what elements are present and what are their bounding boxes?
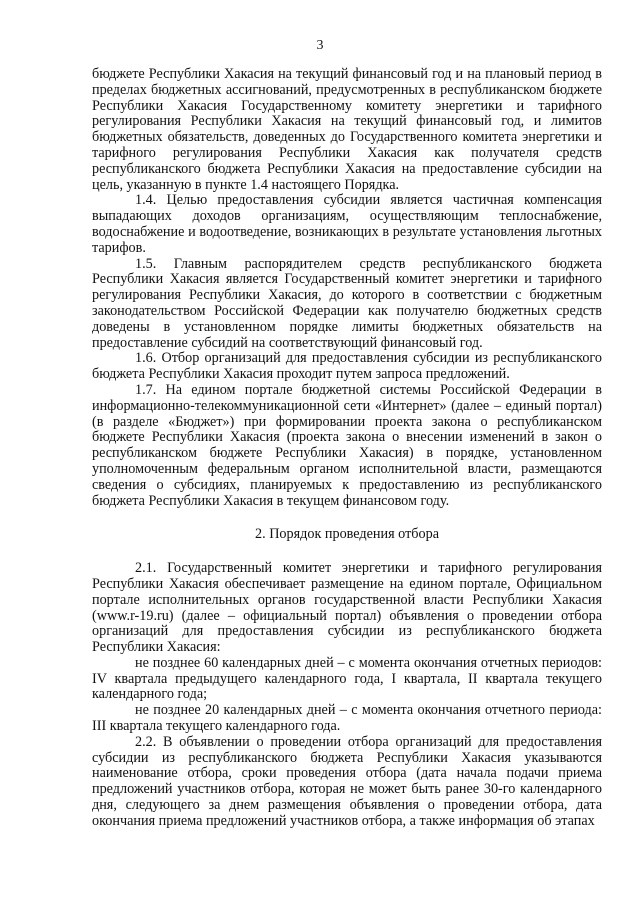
paragraph-1-7: 1.7. На едином портале бюджетной системы Российской Федерации в информационно-телекоммуникационной сети «Интернет» (далее – единый портал) (в разделе «Бюджет») при формировании проекта закона о республиканском бюджете Республики Хакасия (проекта закона о внесении изменений в закон о республиканском бюджете Республики Хакасия) в порядке, установленном уполномоченным федеральным органом исполнительной власти, размещаются сведения о субсидиях, планируемых к предоставлению из республиканского бюджета Республики Хакасия в текущем финансовом году. [92, 381, 602, 509]
paragraph-1-6: 1.6. Отбор организаций для предоставления субсидии из республиканского бюджета Республики Хакасия проходит путем запроса предложений. [92, 350, 602, 383]
document-body [92, 67, 602, 830]
paragraph-continuation: бюджете Республики Хакасия на текущий финансовый год и на плановый период в пределах бюджетных ассигнований, предусмотренных в республиканском бюджете Республики Хакасия Государственному комитету энергетики и тарифного регулирования Республики Хакасия на текущий финансовый год, и лимитов бюджетных обязательств, доведенных до Государственного комитета энергетики и тарифного регулирования Республики Хакасия как получателя средств республиканского бюджета Республики Хакасия на предоставление субсидии на цель, указанную в пункте 1.4 настоящего Порядка. [92, 66, 602, 193]
page-number: 3 [316, 38, 324, 53]
paragraph-1-5: 1.5. Главным распорядителем средств республиканского бюджета Республики Хакасия является Государственный комитет энергетики и тарифного регулирования Республики Хакасия, до которого в соответствии с бюджетным законодательством Российской Федерации как получателю бюджетных средств доведены в установленном порядке лимиты бюджетных обязательств на предоставление субсидий на соответствующий финансовый год. [92, 255, 602, 351]
section-heading: 2. Порядок проведения отбора [255, 526, 439, 543]
paragraph-deadline-60: не позднее 60 календарных дней – с момента окончания отчетных периодов: IV квартала предыдущего календарного года, I квартала, II квартала текущего календарного года; [92, 654, 602, 703]
paragraph-2-1: 2.1. Государственный комитет энергетики и тарифного регулирования Республики Хакасия обеспечивает размещение на едином портале, Официальном портале исполнительных органов государственной власти Республики Хакасия (www.r-19.ru) (далее – официальный портал) объявления о проведении отбора организаций для предоставления субсидии из республиканского бюджета Республики Хакасия: [92, 560, 602, 656]
paragraph-deadline-20: не позднее 20 календарных дней – с момента окончания отчетного периода: III квартала текущего календарного года. [92, 702, 602, 735]
paragraph-1-4: 1.4. Целью предоставления субсидии является частичная компенсация выпадающих доходов организациям, осуществляющим теплоснабжение, водоснабжение и водоотведение, возникающих в результате установления льготных тарифов. [92, 192, 602, 256]
paragraph-2-2: 2.2. В объявлении о проведении отбора организаций для предоставления субсидии из республиканского бюджета Республики Хакасия указываются наименование отбора, сроки проведения отбора (дата начала подачи приема предложений участников отбора, которая не может быть ранее 30-го календарного дня, следующего за днем размещения объявления о проведении отбора, дата окончания приема предложений участников отбора, а также информация об этапах [92, 733, 602, 829]
